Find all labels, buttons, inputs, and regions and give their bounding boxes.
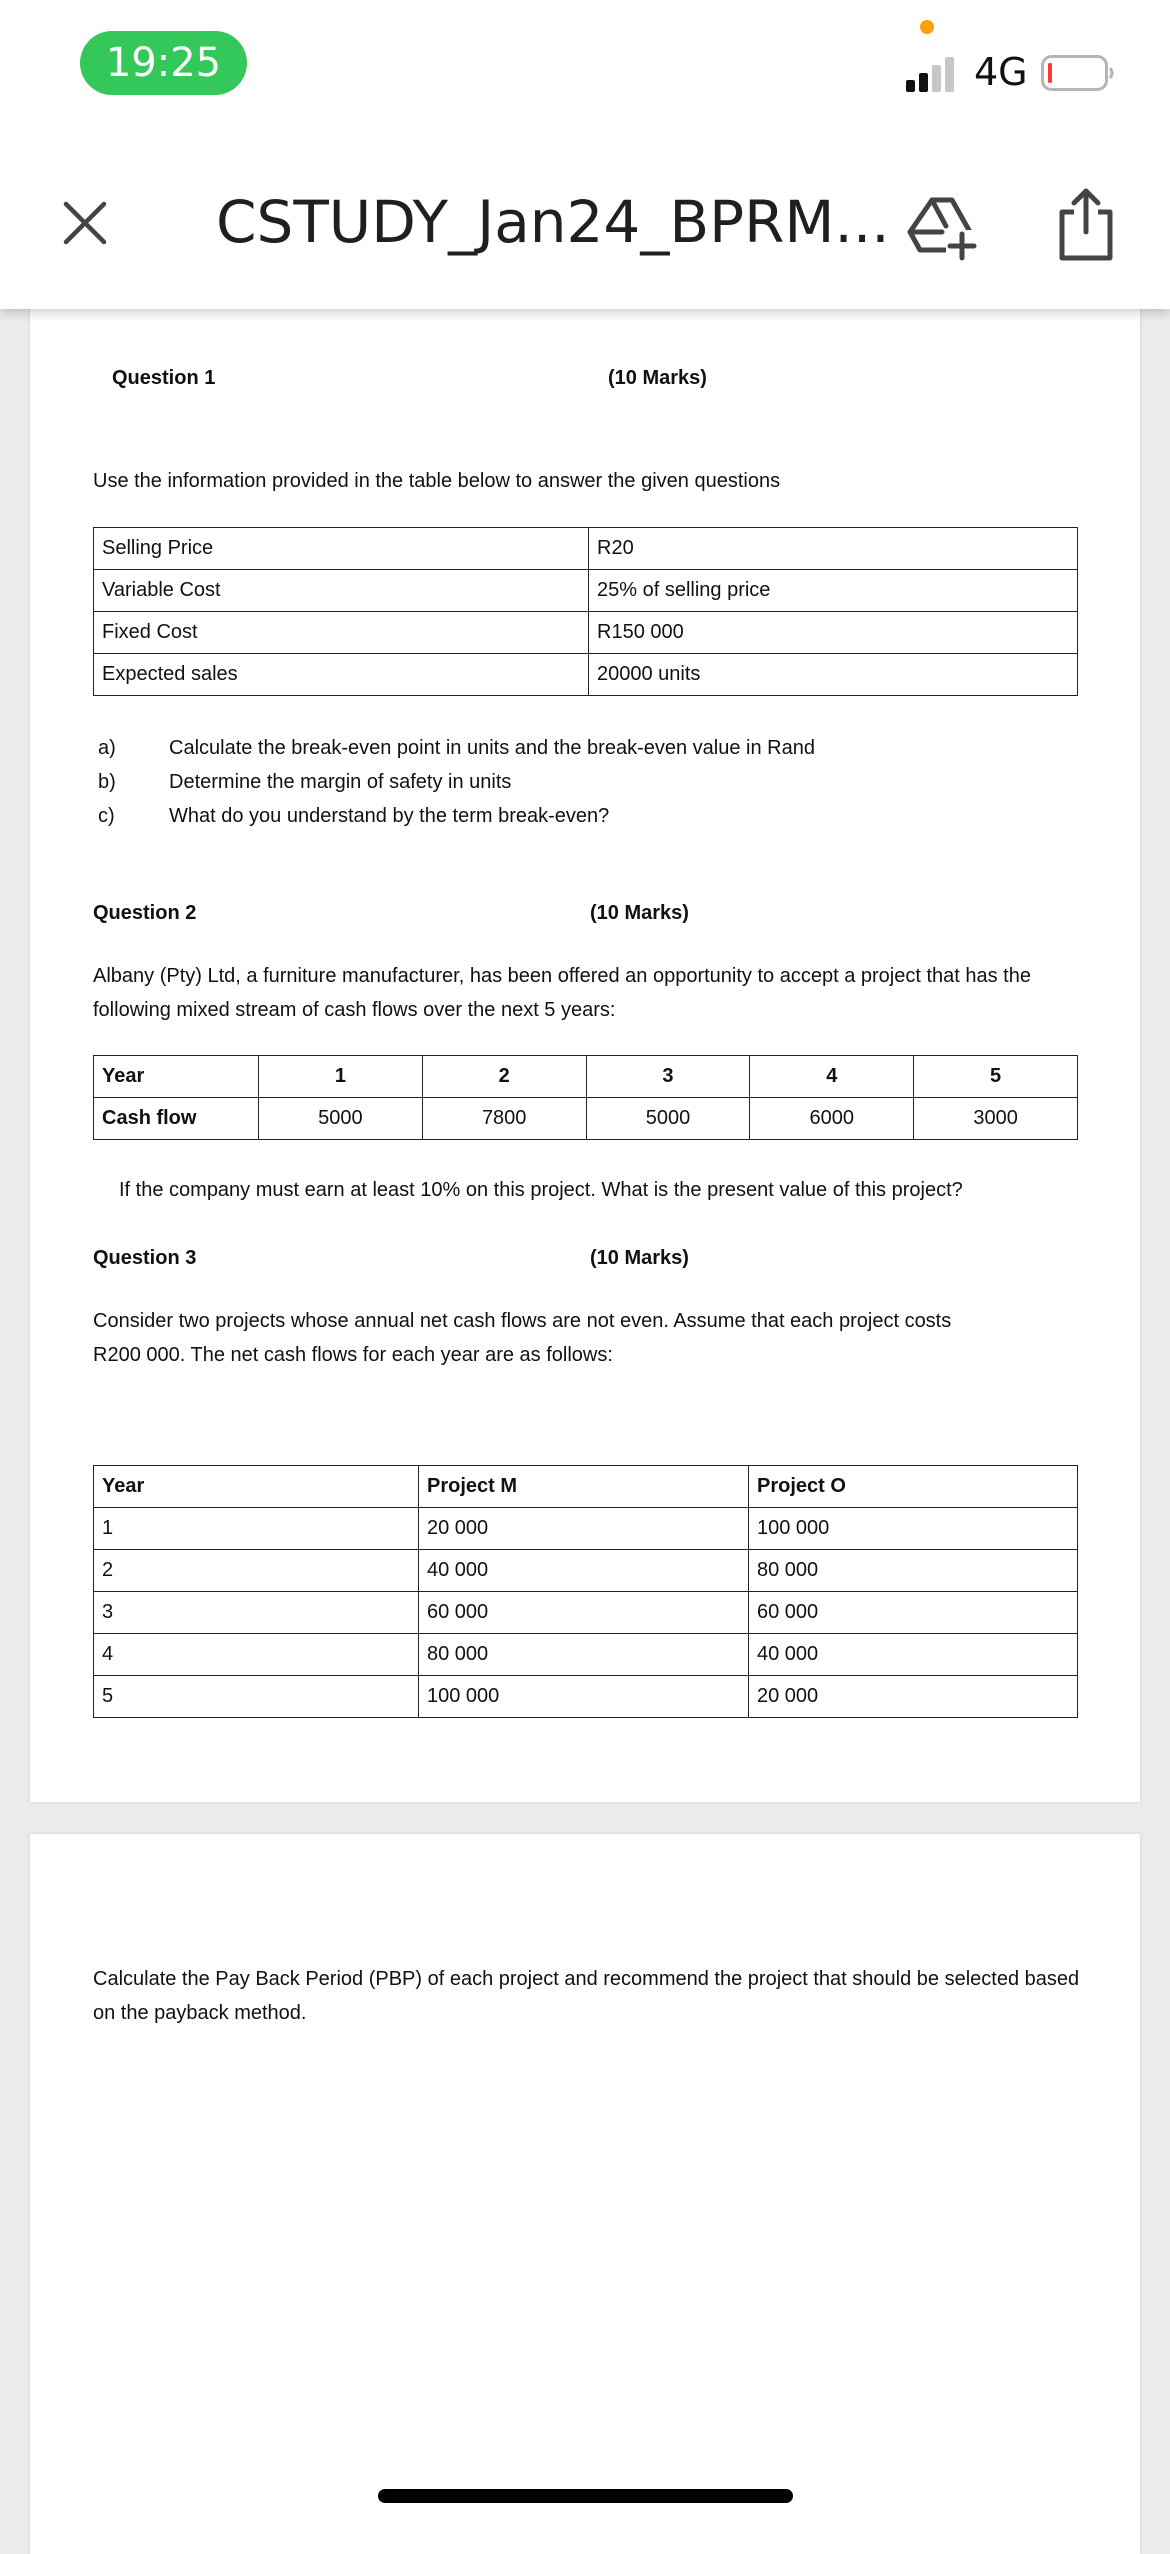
- list-item: What do you understand by the term break-even?: [169, 805, 610, 827]
- table-cell: 1: [94, 1508, 419, 1550]
- question-1-heading: Question 1: [112, 367, 216, 389]
- close-icon[interactable]: [58, 196, 112, 250]
- question-2-marks: (10 Marks): [590, 902, 689, 924]
- question-2-heading: Question 2: [93, 902, 197, 924]
- table-row: [94, 1466, 1078, 1508]
- table-row: [94, 1634, 1078, 1676]
- table-cell: 25% of selling price: [589, 570, 1078, 612]
- table-cell: 100 000: [419, 1676, 749, 1718]
- table-header-cell: Year: [94, 1466, 419, 1508]
- add-to-drive-icon[interactable]: [906, 190, 978, 262]
- table-row: [94, 654, 1078, 696]
- question-1-marks: (10 Marks): [608, 367, 707, 389]
- table-cell: 3: [94, 1592, 419, 1634]
- project-cash-flow-table: [93, 1465, 1078, 1718]
- question-3-intro-line-2: R200 000. The net cash flows for each year are as follows:: [93, 1344, 613, 1366]
- cellular-signal-icon: [906, 56, 958, 92]
- table-cell: 20000 units: [589, 654, 1078, 696]
- table-header-cell: 5: [914, 1056, 1078, 1098]
- table-cell: 60 000: [419, 1592, 749, 1634]
- table-cell: 7800: [422, 1098, 586, 1140]
- list-item-letter: a): [98, 737, 116, 759]
- table-cell: 40 000: [749, 1634, 1078, 1676]
- table-header-cell: Project M: [419, 1466, 749, 1508]
- table-row: [94, 1592, 1078, 1634]
- document-title: CSTUDY_Jan24_BPRM...: [216, 188, 890, 256]
- table-header-cell: Project O: [749, 1466, 1078, 1508]
- battery-icon: [1041, 55, 1115, 91]
- list-item: Determine the margin of safety in units: [169, 771, 512, 793]
- table-row: [94, 1550, 1078, 1592]
- table-header-cell: 4: [750, 1056, 914, 1098]
- question-2-intro: Albany (Pty) Ltd, a furniture manufacturer, has been offered an opportunity to accept a project that has the following mixed stream of cash flows over the next 5 years:: [93, 965, 1031, 1021]
- table-header-cell: 3: [586, 1056, 750, 1098]
- table-cell: 5: [94, 1676, 419, 1718]
- table-cell: 3000: [914, 1098, 1078, 1140]
- table-cell: 6000: [750, 1098, 914, 1140]
- table-cell: 20 000: [419, 1508, 749, 1550]
- table-cell: Fixed Cost: [94, 612, 589, 654]
- table-cell: 5000: [259, 1098, 423, 1140]
- status-time: 19:25: [80, 31, 247, 95]
- table-header-cell: Year: [94, 1056, 259, 1098]
- list-item-letter: c): [98, 805, 115, 827]
- table-row: [94, 1056, 1078, 1098]
- table-cell: 80 000: [749, 1550, 1078, 1592]
- table-cell: R20: [589, 528, 1078, 570]
- table-row: [94, 612, 1078, 654]
- share-icon[interactable]: [1056, 186, 1116, 262]
- home-indicator[interactable]: [378, 2489, 793, 2503]
- table-cell: 40 000: [419, 1550, 749, 1592]
- table-header-cell: 1: [259, 1056, 423, 1098]
- table-cell: Selling Price: [94, 528, 589, 570]
- table-cell: 4: [94, 1634, 419, 1676]
- privacy-indicator-icon: [920, 20, 934, 34]
- document-page-1: [30, 296, 1140, 1802]
- document-page-2: [30, 1834, 1140, 2554]
- question-2-question: If the company must earn at least 10% on this project. What is the present value of this project?: [119, 1179, 963, 1201]
- table-row: [94, 1676, 1078, 1718]
- table-cell: 100 000: [749, 1508, 1078, 1550]
- list-item-letter: b): [98, 771, 116, 793]
- question-3-intro-line-1: Consider two projects whose annual net cash flows are not even. Assume that each project costs: [93, 1310, 952, 1332]
- table-row: [94, 1098, 1078, 1140]
- table-header-cell: Cash flow: [94, 1098, 259, 1140]
- table-cell: 5000: [586, 1098, 750, 1140]
- table-cell: 80 000: [419, 1634, 749, 1676]
- table-cell: R150 000: [589, 612, 1078, 654]
- table-row: [94, 1508, 1078, 1550]
- question-3-marks: (10 Marks): [590, 1247, 689, 1269]
- question-3-task: Calculate the Pay Back Period (PBP) of each project and recommend the project that should be selected based on the payback method.: [93, 1968, 1080, 2024]
- question-1-intro: Use the information provided in the table below to answer the given questions: [93, 470, 781, 492]
- app-header: [0, 0, 1170, 309]
- table-cell: Variable Cost: [94, 570, 589, 612]
- table-row: [94, 570, 1078, 612]
- question-3-heading: Question 3: [93, 1247, 197, 1269]
- table-cell: 20 000: [749, 1676, 1078, 1718]
- table-row: [94, 528, 1078, 570]
- network-type: 4G: [974, 50, 1028, 94]
- table-cell: 2: [94, 1550, 419, 1592]
- table-cell: 60 000: [749, 1592, 1078, 1634]
- table-cell: Expected sales: [94, 654, 589, 696]
- list-item: Calculate the break-even point in units and the break-even value in Rand: [169, 737, 815, 759]
- cash-flow-table: [93, 1055, 1078, 1140]
- question-1-table: [93, 527, 1078, 696]
- table-header-cell: 2: [422, 1056, 586, 1098]
